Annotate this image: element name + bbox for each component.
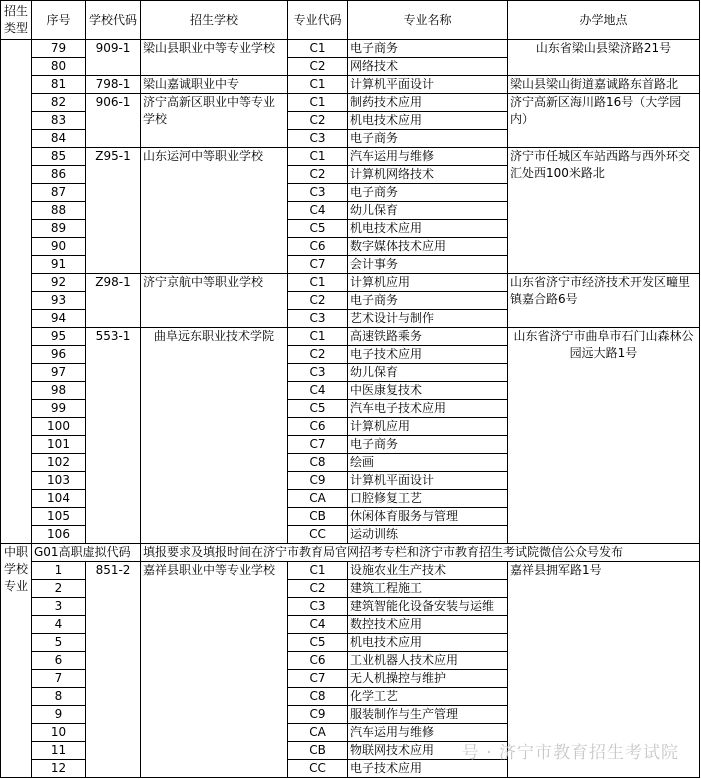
major-name: 数控技术应用 — [348, 616, 508, 634]
row-number: 10 — [32, 724, 86, 742]
table-row — [1, 562, 700, 580]
row-number: 8 — [32, 688, 86, 706]
type-cell-empty — [1, 40, 32, 544]
major-name: 制药技术应用 — [348, 94, 508, 112]
major-name: 建筑智能化设备安装与运维 — [348, 598, 508, 616]
school-code: 851-2 — [86, 562, 141, 778]
major-code: C2 — [288, 112, 348, 130]
major-code: C2 — [288, 346, 348, 364]
major-name: 工业机器人技术应用 — [348, 652, 508, 670]
school-code: 553-1 — [86, 328, 141, 544]
major-code: C8 — [288, 688, 348, 706]
row-number: 97 — [32, 364, 86, 382]
major-code: C1 — [288, 40, 348, 58]
major-name: 口腔修复工艺 — [348, 490, 508, 508]
major-code: CA — [288, 490, 348, 508]
major-code: C4 — [288, 202, 348, 220]
major-code: C2 — [288, 292, 348, 310]
major-code: C4 — [288, 382, 348, 400]
major-code: C1 — [288, 328, 348, 346]
major-name: 计算机应用 — [348, 418, 508, 436]
major-code: C5 — [288, 220, 348, 238]
watermark: 号 · 济宁市教育招生考试院 — [461, 743, 679, 763]
header-address: 办学地点 — [508, 1, 700, 40]
major-code: C7 — [288, 256, 348, 274]
type-cell: 中职学校专业 — [1, 544, 32, 778]
row-number: 103 — [32, 472, 86, 490]
major-code: C1 — [288, 148, 348, 166]
row-number: 6 — [32, 652, 86, 670]
major-code: C2 — [288, 166, 348, 184]
school-address: 山东省梁山县梁济路21号 — [508, 40, 700, 76]
row-number: 4 — [32, 616, 86, 634]
table-row — [1, 274, 700, 292]
school-name: 山东运河中等职业学校 — [141, 148, 288, 274]
row-number: 82 — [32, 94, 86, 112]
major-code: CC — [288, 760, 348, 778]
major-code: C1 — [288, 94, 348, 112]
school-address: 山东省济宁市经济技术开发区疃里镇嘉合路6号 — [508, 274, 700, 328]
row-number: 80 — [32, 58, 86, 76]
row-number: 101 — [32, 436, 86, 454]
header-school: 招生学校 — [141, 1, 288, 40]
major-name: 设施农业生产技术 — [348, 562, 508, 580]
school-code: Z95-1 — [86, 148, 141, 274]
row-number: 98 — [32, 382, 86, 400]
major-name: 休闲体育服务与管理 — [348, 508, 508, 526]
row-number: 96 — [32, 346, 86, 364]
header-type: 招生类型 — [1, 1, 32, 40]
major-code: C5 — [288, 634, 348, 652]
school-address: 嘉祥县拥军路1号 — [508, 562, 700, 778]
row-number: 92 — [32, 274, 86, 292]
row-number: 90 — [32, 238, 86, 256]
major-name: 网络技术 — [348, 58, 508, 76]
major-code: C5 — [288, 400, 348, 418]
major-name: 服装制作与生产管理 — [348, 706, 508, 724]
row-number: 1 — [32, 562, 86, 580]
major-code: C8 — [288, 454, 348, 472]
row-number: 104 — [32, 490, 86, 508]
major-code: C6 — [288, 652, 348, 670]
major-code: C1 — [288, 76, 348, 94]
row-number: 83 — [32, 112, 86, 130]
note-code: G01高职虚拟代码 — [32, 544, 141, 562]
row-number: 84 — [32, 130, 86, 148]
row-number: 87 — [32, 184, 86, 202]
header-school-code: 学校代码 — [86, 1, 141, 40]
major-name: 高速铁路乘务 — [348, 328, 508, 346]
major-code: C9 — [288, 706, 348, 724]
major-name: 数字媒体技术应用 — [348, 238, 508, 256]
major-name: 艺术设计与制作 — [348, 310, 508, 328]
major-name: 计算机网络技术 — [348, 166, 508, 184]
major-code: C9 — [288, 472, 348, 490]
major-name: 化学工艺 — [348, 688, 508, 706]
major-code: C3 — [288, 598, 348, 616]
major-name: 汽车电子技术应用 — [348, 400, 508, 418]
row-number: 100 — [32, 418, 86, 436]
school-name: 梁山县职业中等专业学校 — [141, 40, 288, 76]
table-row — [1, 94, 700, 112]
major-name: 建筑工程施工 — [348, 580, 508, 598]
school-name: 梁山嘉诚职业中专 — [141, 76, 288, 94]
major-code: C6 — [288, 238, 348, 256]
table-row — [1, 328, 700, 346]
row-number: 106 — [32, 526, 86, 544]
school-name: 济宁京航中等职业学校 — [141, 274, 288, 328]
row-number: 2 — [32, 580, 86, 598]
row-number: 105 — [32, 508, 86, 526]
major-name: 电子技术应用 — [348, 760, 508, 778]
table-row — [1, 40, 700, 58]
school-address: 山东省济宁市曲阜市石门山森林公园远大路1号 — [508, 328, 700, 544]
major-code: C6 — [288, 418, 348, 436]
major-code: CB — [288, 742, 348, 760]
major-name: 计算机平面设计 — [348, 472, 508, 490]
major-code: C2 — [288, 580, 348, 598]
row-number: 9 — [32, 706, 86, 724]
row-number: 11 — [32, 742, 86, 760]
major-name: 计算机平面设计 — [348, 76, 508, 94]
major-name: 电子商务 — [348, 40, 508, 58]
school-code: 909-1 — [86, 40, 141, 76]
header-row — [1, 1, 700, 40]
major-code: CC — [288, 526, 348, 544]
major-code: CA — [288, 724, 348, 742]
major-code: C3 — [288, 364, 348, 382]
major-name: 运动训练 — [348, 526, 508, 544]
row-number: 7 — [32, 670, 86, 688]
major-name: 机电技术应用 — [348, 220, 508, 238]
major-name: 电子商务 — [348, 292, 508, 310]
school-address: 梁山县梁山街道嘉诚路东首路北 — [508, 76, 700, 94]
major-code: CB — [288, 508, 348, 526]
table-row — [1, 76, 700, 94]
row-number: 93 — [32, 292, 86, 310]
major-name: 电子技术应用 — [348, 346, 508, 364]
school-code: Z98-1 — [86, 274, 141, 328]
row-number: 99 — [32, 400, 86, 418]
major-code: C3 — [288, 184, 348, 202]
school-name: 嘉祥县职业中等专业学校 — [141, 562, 288, 778]
school-code: 906-1 — [86, 94, 141, 148]
major-code: C2 — [288, 58, 348, 76]
major-name: 无人机操控与维护 — [348, 670, 508, 688]
school-address: 济宁高新区海川路16号（大学园内） — [508, 94, 700, 148]
major-name: 机电技术应用 — [348, 634, 508, 652]
school-code: 798-1 — [86, 76, 141, 94]
row-number: 94 — [32, 310, 86, 328]
major-name: 汽车运用与维修 — [348, 148, 508, 166]
row-number: 88 — [32, 202, 86, 220]
major-name: 电子商务 — [348, 184, 508, 202]
major-name: 幼儿保育 — [348, 364, 508, 382]
major-code: C7 — [288, 670, 348, 688]
major-name: 电子商务 — [348, 436, 508, 454]
header-major-code: 专业代码 — [288, 1, 348, 40]
row-number: 79 — [32, 40, 86, 58]
row-number: 85 — [32, 148, 86, 166]
note-row — [1, 544, 700, 562]
major-code: C1 — [288, 562, 348, 580]
row-number: 95 — [32, 328, 86, 346]
school-name: 济宁高新区职业中等专业学校 — [141, 94, 288, 148]
major-name: 幼儿保育 — [348, 202, 508, 220]
row-number: 3 — [32, 598, 86, 616]
major-name: 计算机应用 — [348, 274, 508, 292]
major-name: 会计事务 — [348, 256, 508, 274]
row-number: 81 — [32, 76, 86, 94]
header-no: 序号 — [32, 1, 86, 40]
major-name: 绘画 — [348, 454, 508, 472]
row-number: 89 — [32, 220, 86, 238]
major-code: C4 — [288, 616, 348, 634]
row-number: 91 — [32, 256, 86, 274]
major-code: C3 — [288, 130, 348, 148]
major-code: C1 — [288, 274, 348, 292]
row-number: 86 — [32, 166, 86, 184]
header-major: 专业名称 — [348, 1, 508, 40]
school-address: 济宁市任城区车站西路与西外环交汇处西100米路北 — [508, 148, 700, 274]
major-name: 电子商务 — [348, 130, 508, 148]
row-number: 12 — [32, 760, 86, 778]
major-name: 机电技术应用 — [348, 112, 508, 130]
major-name: 物联网技术应用 — [348, 742, 508, 760]
major-name: 汽车运用与维修 — [348, 724, 508, 742]
table-row — [1, 148, 700, 166]
school-name: 曲阜远东职业技术学院 — [141, 328, 288, 544]
major-code: C3 — [288, 310, 348, 328]
row-number: 102 — [32, 454, 86, 472]
row-number: 5 — [32, 634, 86, 652]
note-text: 填报要求及填报时间在济宁市教育局官网招考专栏和济宁市教育招生考试院微信公众号发布 — [141, 544, 700, 562]
major-name: 中医康复技术 — [348, 382, 508, 400]
major-code: C7 — [288, 436, 348, 454]
